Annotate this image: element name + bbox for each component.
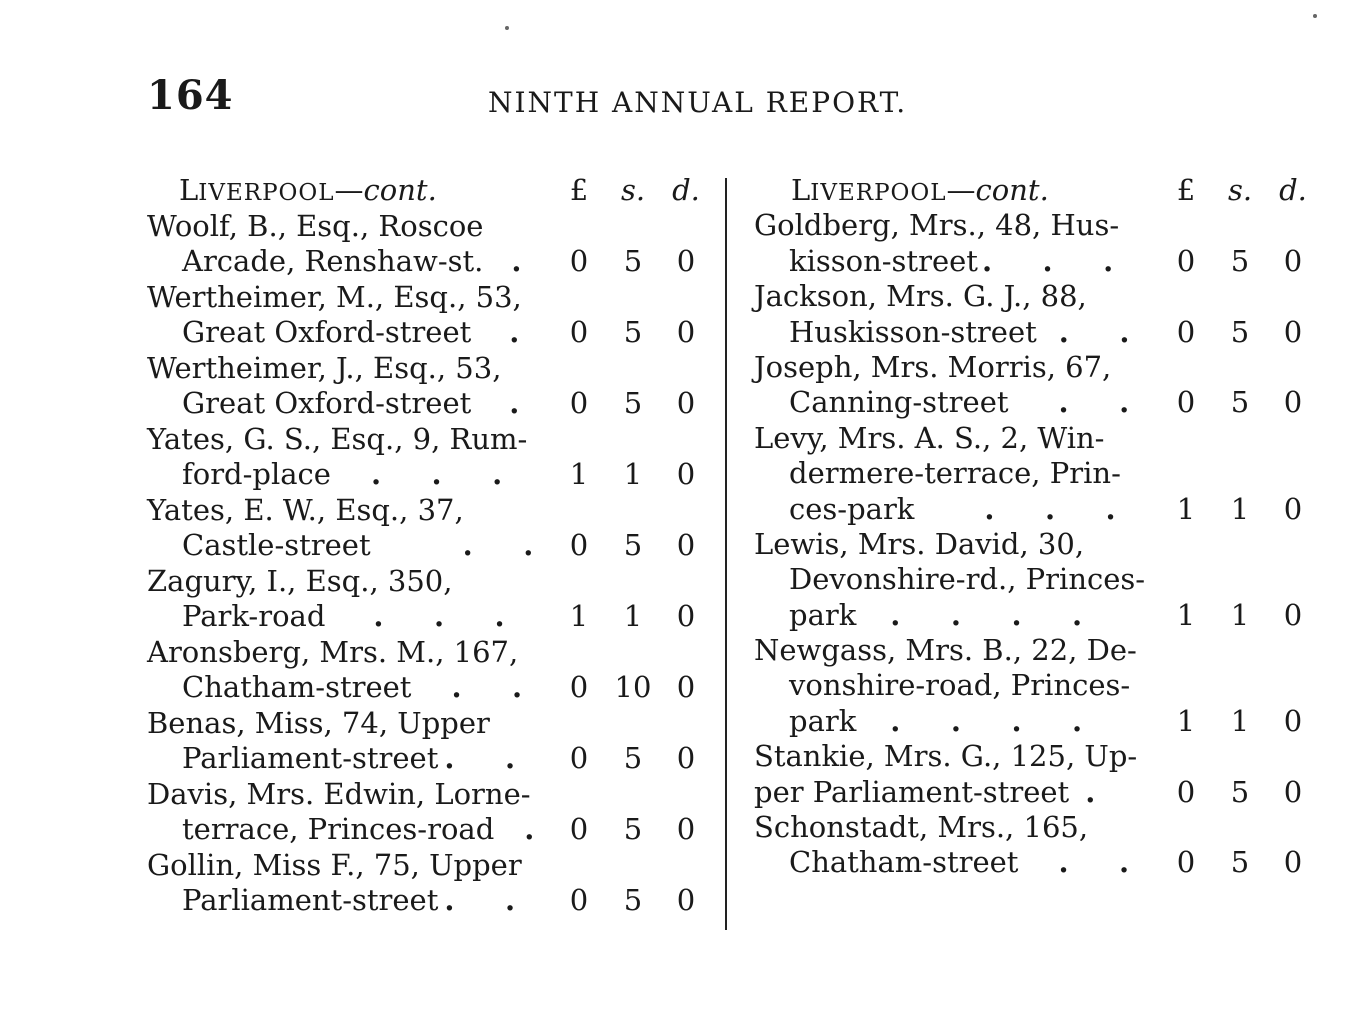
subscriber-entry: Yates, E. W., Esq., 37, Castle-street . . 0 5 0 xyxy=(147,492,696,562)
subscriber-entry: Goldberg, Mrs., 48, Hus- kisson-street . . . 0 5 0 xyxy=(754,208,1303,278)
subscriber-entry: Lewis, Mrs. David, 30, Devonshire-rd., Princes- park . . . . 1 1 0 xyxy=(754,526,1303,632)
column-header-place: LIVERPOOL—cont. xyxy=(179,173,437,207)
subscriber-entry: Gollin, Miss F., 75, Upper Parliament-street . . 0 5 0 xyxy=(147,847,696,917)
subscriber-entry: Joseph, Mrs. Morris, 67, Canning-street . . 0 5 0 xyxy=(754,349,1303,420)
header-pound: £ xyxy=(569,173,589,207)
subscriber-entry: Schonstadt, Mrs., 165, Chatham-street . . 0 5 0 xyxy=(754,810,1303,880)
subscriber-entry: Woolf, B., Esq., Roscoe Arcade, Renshaw-st. . 0 5 0 xyxy=(147,208,696,278)
header-shillings: s. xyxy=(620,173,646,207)
subscriber-entry: Stankie, Mrs. G., 125, Up- per Parliament-street . 0 5 0 xyxy=(754,739,1303,809)
subscriber-entry: Yates, G. S., Esq., 9, Rum- ford-place . . . 1 1 0 xyxy=(147,421,696,491)
subscriber-entry: Zagury, I., Esq., 350, Park-road . . . 1 1 0 xyxy=(147,563,696,633)
column-header-place: LIVERPOOL—cont. xyxy=(791,173,1049,207)
column-header xyxy=(754,173,1314,208)
speck-mark xyxy=(505,26,509,30)
column-header xyxy=(147,173,707,209)
column-divider xyxy=(725,178,727,930)
header-shillings: s. xyxy=(1227,173,1253,207)
subscriber-entry: Levy, Mrs. A. S., 2, Win- dermere-terrace, Prin- ces-park . . . 1 1 0 xyxy=(754,420,1303,526)
speck-mark xyxy=(1313,14,1317,18)
left-column xyxy=(147,173,707,919)
header-pound: £ xyxy=(1176,173,1196,207)
page-number: 164 xyxy=(147,72,234,119)
subscriber-entry: Benas, Miss, 74, Upper Parliament-street . . 0 5 0 xyxy=(147,705,696,775)
subscriber-entry: Jackson, Mrs. G. J., 88, Huskisson-street . . 0 5 0 xyxy=(754,279,1303,349)
subscriber-entry: Wertheimer, J., Esq., 53, Great Oxford-street . 0 5 0 xyxy=(147,350,696,420)
header-pence: d. xyxy=(672,173,700,207)
header-pence: d. xyxy=(1279,173,1307,207)
subscriber-entry: Aronsberg, Mrs. M., 167, Chatham-street . . 0 10 0 xyxy=(147,634,696,704)
running-head: NINTH ANNUAL REPORT. xyxy=(488,86,908,119)
subscriber-entry: Newgass, Mrs. B., 22, De- vonshire-road, Princes- park . . . . 1 1 0 xyxy=(754,633,1303,738)
subscriber-entry: Davis, Mrs. Edwin, Lorne- terrace, Princes-road . 0 5 0 xyxy=(147,776,696,846)
right-column xyxy=(754,173,1314,881)
subscriber-entry: Wertheimer, M., Esq., 53, Great Oxford-street . 0 5 0 xyxy=(147,279,696,349)
